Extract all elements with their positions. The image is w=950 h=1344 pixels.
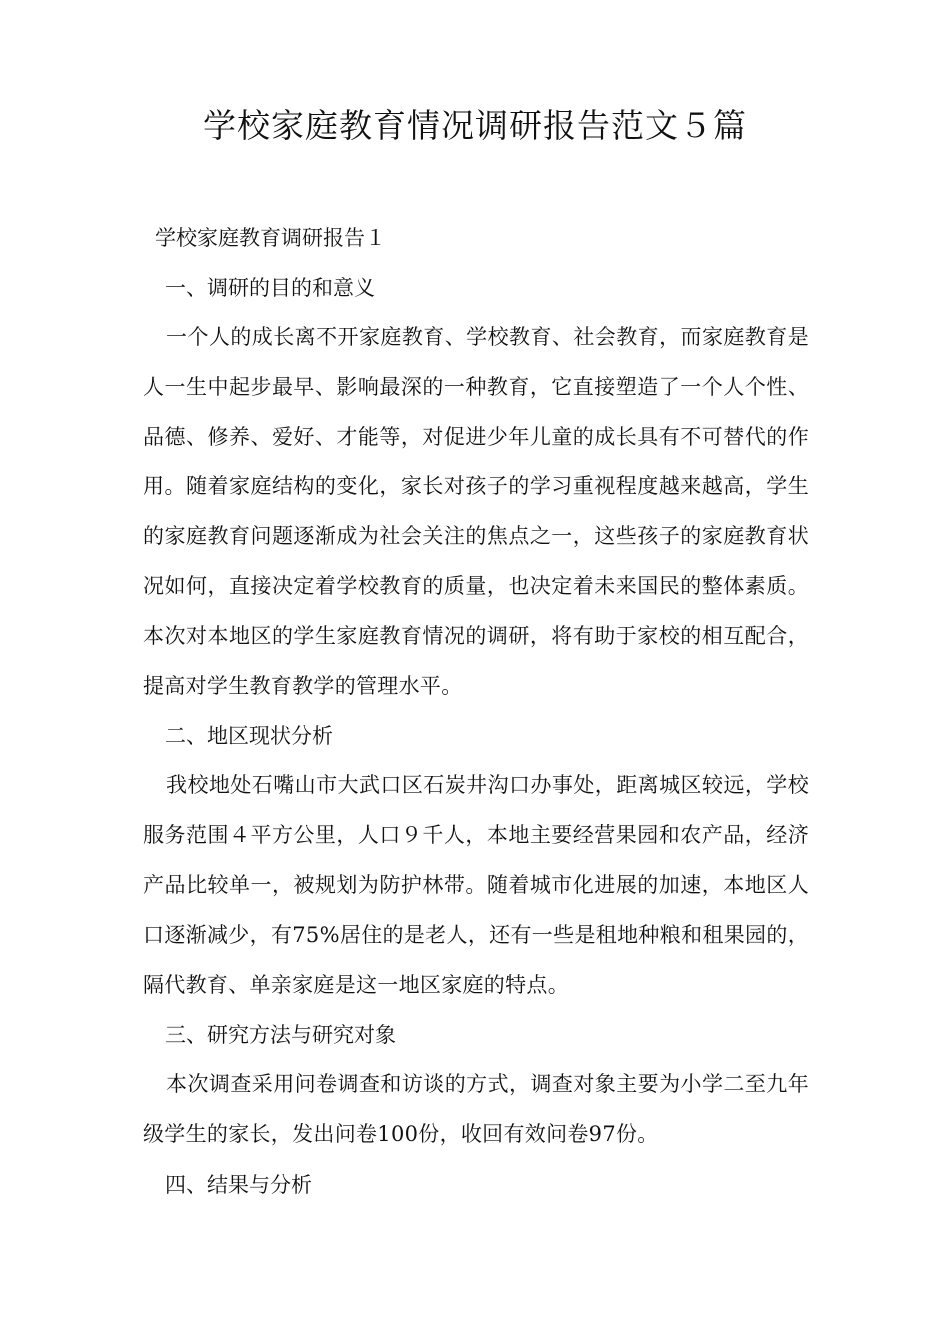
section-paragraph-1: 一个人的成长离不开家庭教育、学校教育、社会教育，而家庭教育是人一生中起步最早、影响最深的一种教育，它直接塑造了一个人个性、品德、修养、爱好、才能等，对促进少年儿童的成长具有不可替代的作用。随着家庭结构的变化，家长对孩子的学习重视程度越来越高，学生的家庭教育问题逐渐成为社会关注的焦点之一，这些孩子的家庭教育状况如何，直接决定着学校教育的质量，也决定着未来国民的整体素质。本次对本地区的学生家庭教育情况的调研，将有助于家校的相互配合，提高对学生教育教学的管理水平。 (143, 325, 809, 698)
section-paragraph-2: 我校地处石嘴山市大武口区石炭井沟口办事处，距离城区较远，学校服务范围４平方公里，人口９千人，本地主要经营果园和农产品，经济产品比较单一，被规划为防护林带。随着城市化进展的加速，本地区人口逐渐减少，有75%居住的是老人，还有一些是租地种粮和租果园的，隔代教育、单亲家庭是这一地区家庭的特点。 (143, 773, 809, 997)
section-paragraph-3: 本次调查采用问卷调查和访谈的方式，调查对象主要为小学二至九年级学生的家长，发出问卷100份，收回有效问卷97份。 (143, 1072, 809, 1147)
report-title: 学校家庭教育调研报告１ (155, 226, 386, 250)
document-title: 学校家庭教育情况调研报告范文５篇 (203, 106, 747, 145)
section-heading-3: 三、研究方法与研究对象 (165, 1023, 396, 1048)
section-heading-2: 二、地区现状分析 (165, 724, 333, 749)
section-heading-1: 一、调研的目的和意义 (165, 276, 375, 300)
section-heading-4: 四、结果与分析 (165, 1172, 312, 1197)
document-body (143, 213, 809, 1210)
